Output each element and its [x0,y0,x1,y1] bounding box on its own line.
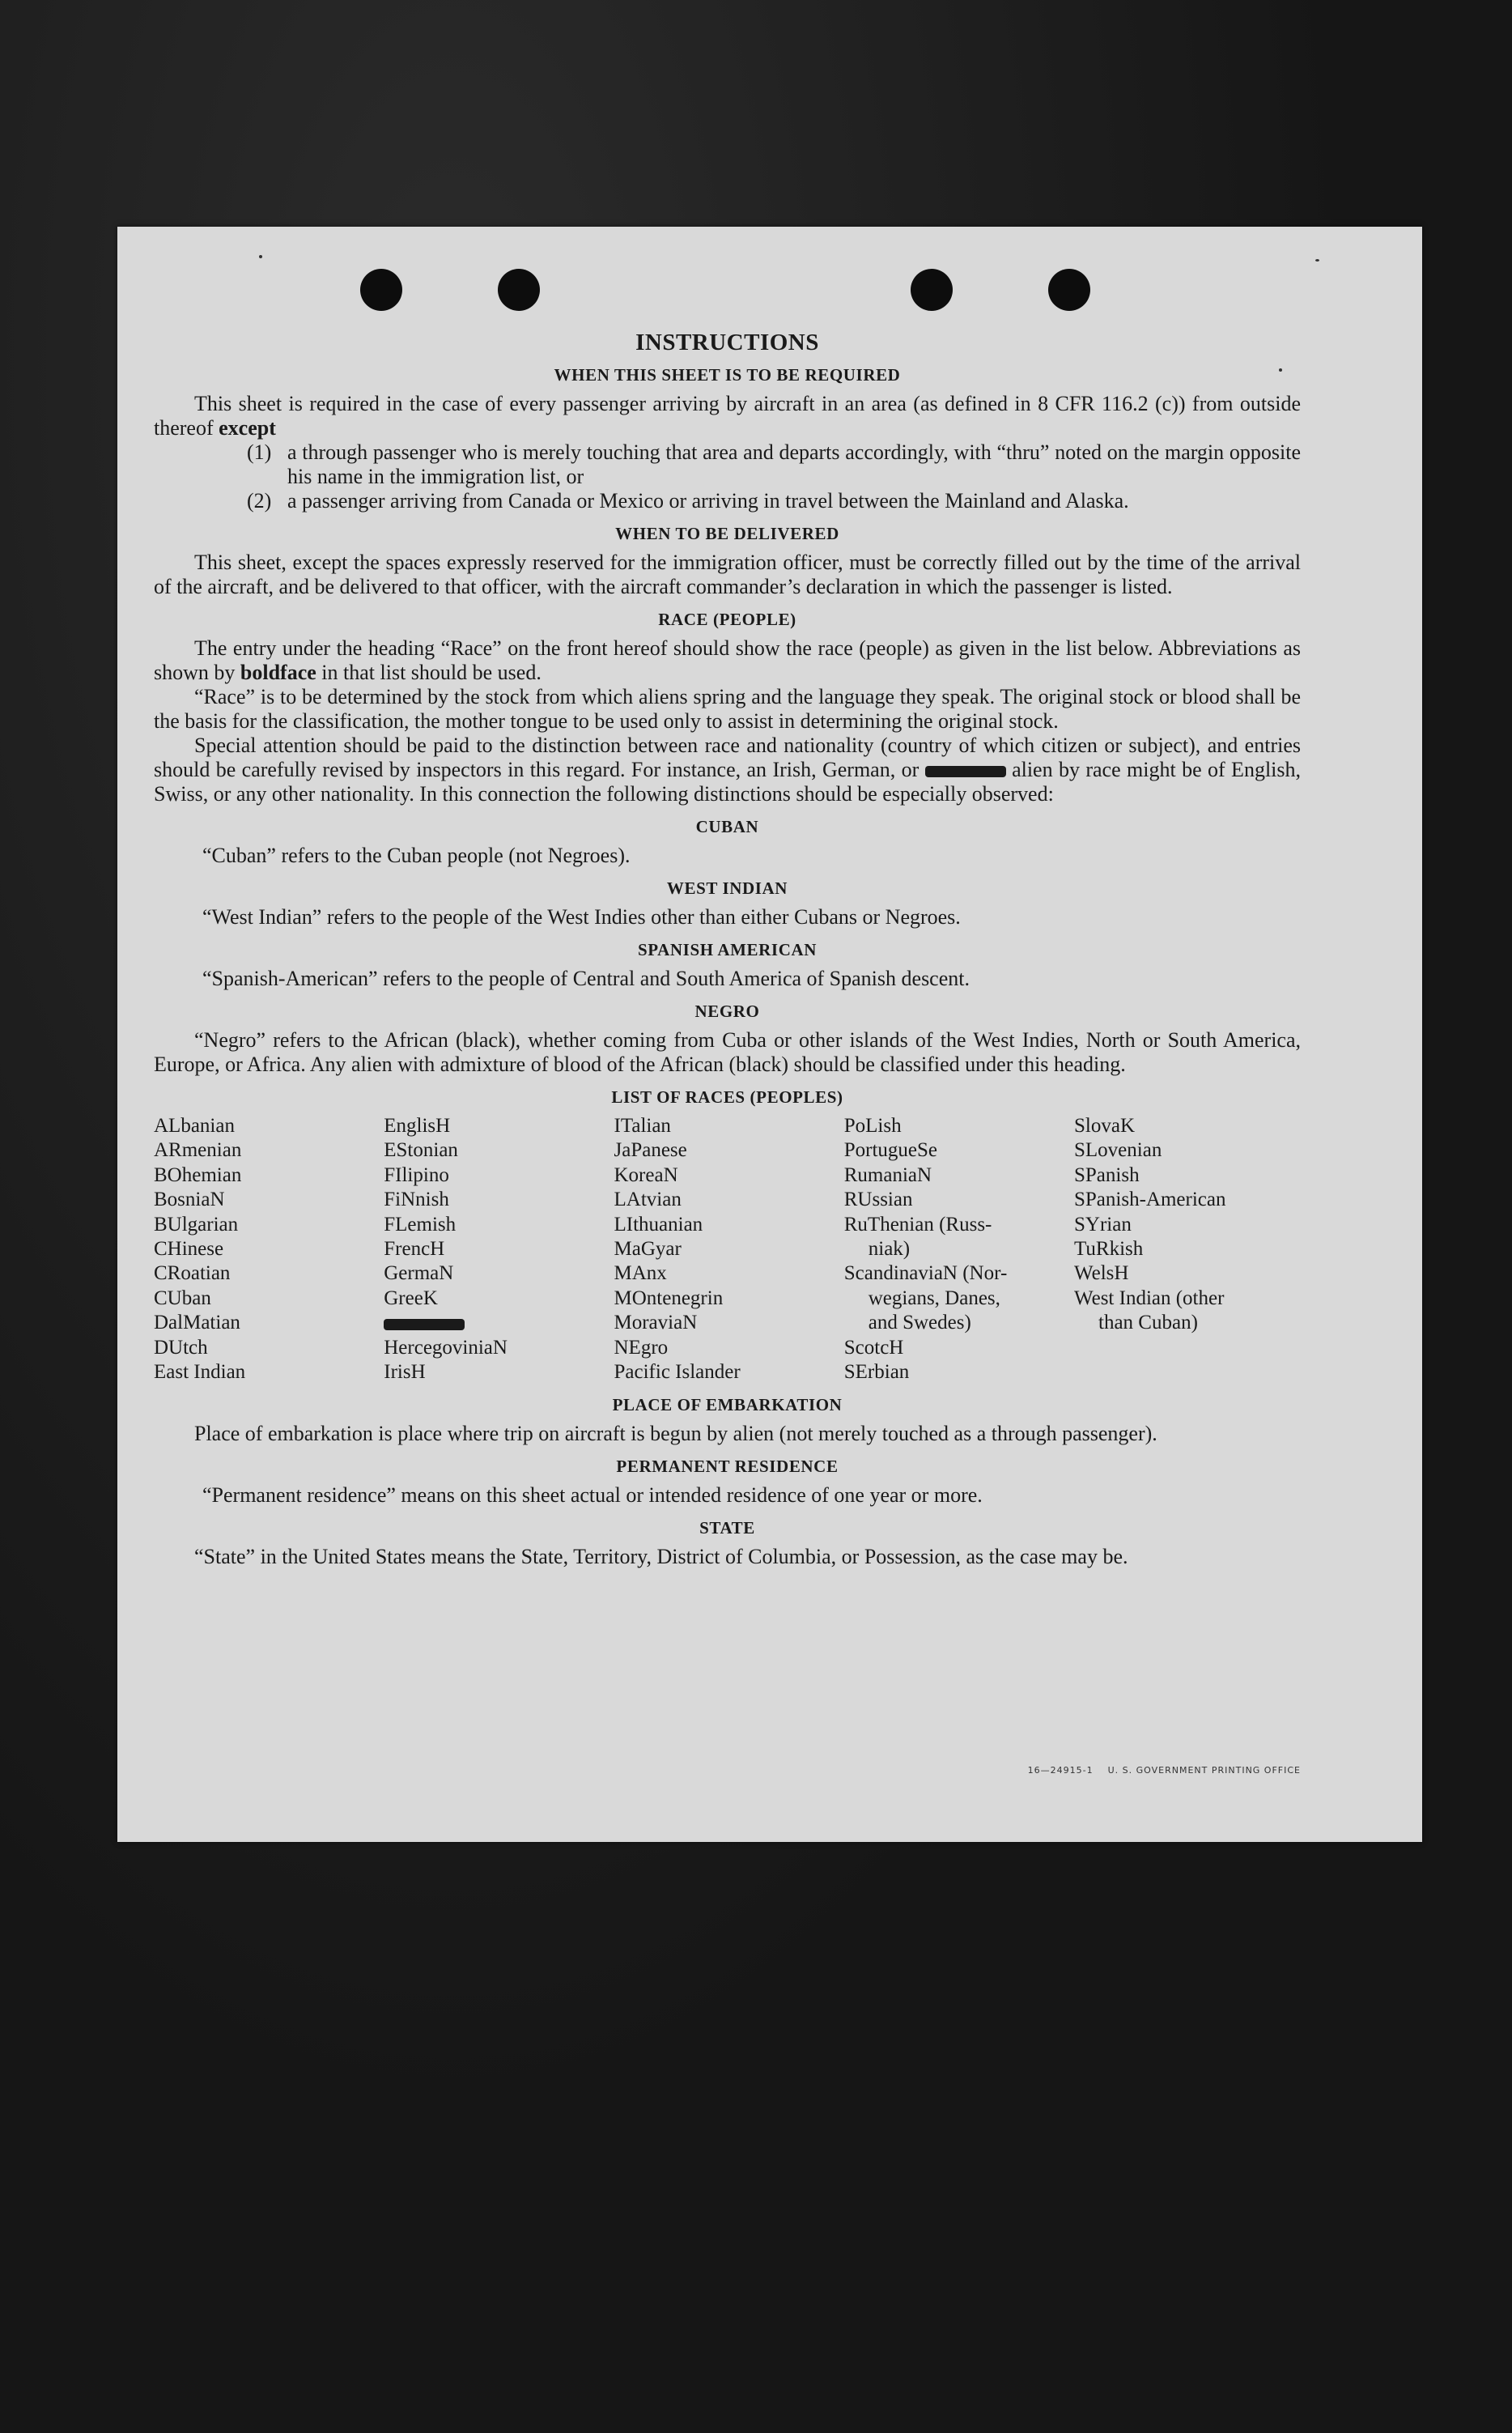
state-paragraph: “State” in the United States means the State, Territory, District of Columbia, or Possession, as the case may be. [194,1545,1128,1569]
race-entry: CHinese [154,1238,224,1261]
race-entry: MoraviaN [614,1312,698,1334]
race-entry: BosniaN [154,1189,225,1211]
race-entry: KoreaN [614,1163,678,1186]
page-title: INSTRUCTIONS [635,330,819,355]
heading-list-of-races: LIST OF RACES (PEOPLES) [611,1087,843,1107]
heading-spanish-american: SPANISH AMERICAN [638,940,817,959]
item-text: a passenger arriving from Canada or Mexico or arriving in travel between the Mainland and Alaska. [287,489,1129,513]
race-entry: IrisH [384,1361,426,1384]
item-number: (2) [247,489,272,513]
race-entry: JaPanese [614,1139,687,1162]
punch-hole-3 [911,269,953,311]
race-entry: GermaN [384,1262,454,1285]
heading-residence: PERMANENT RESIDENCE [616,1457,839,1477]
required-paragraph [154,392,1301,440]
race-paragraph-3 [154,734,1301,806]
race-entry: GreeK [384,1287,438,1309]
heading-delivered: WHEN TO BE DELIVERED [615,524,839,543]
race-entry: Pacific Islander [614,1361,741,1384]
heading-required: WHEN THIS SHEET IS TO BE REQUIRED [554,365,901,385]
race-column-2 [384,1114,610,1385]
race-entry: EnglisH [384,1115,451,1137]
heading-race: RACE (PEOPLE) [658,610,796,629]
race-entry: SErbian [843,1361,910,1384]
punch-hole-2 [498,269,540,311]
race-entry: CUban [154,1287,211,1309]
race-entry: DalMatian [154,1312,240,1334]
form-number: 16—24915-1 [1027,1765,1094,1776]
race-entry-redacted [384,1311,610,1335]
print-code [1028,1765,1301,1776]
race-paragraph-1 [154,636,1301,685]
race-entry: PoLish [843,1115,902,1137]
race-p1-text: The entry under the heading “Race” on the front hereof should show the race (people) as given in the list below. Abbreviations as shown by [154,636,1301,684]
race-column-1 [154,1114,380,1385]
spanish-american-text: “Spanish-American” refers to the people of Central and South America of Spanish descent. [202,967,970,990]
race-entry: SPanish-American [1074,1189,1226,1211]
race-entry: RuThenian (Russ- [843,1213,992,1236]
boldface-word: boldface [240,661,316,684]
race-entry: BUlgarian [154,1213,239,1236]
race-entry: MAnx [614,1262,667,1285]
race-entry: FrencH [384,1238,445,1261]
delivered-paragraph: This sheet, except the spaces expressly reserved for the immigration officer, must be correctly filled out by the time of the arrival of the aircraft, and be delivered to that officer, with the aircraft commander’s declaration in which the passenger is listed. [154,551,1301,598]
race-entry: LIthuanian [614,1213,703,1236]
race-entry: MOntenegrin [614,1287,724,1309]
race-entry: DUtch [154,1336,208,1359]
race-entry: WelsH [1074,1262,1129,1285]
race-entry: SYrian [1074,1213,1132,1236]
race-column-5 [1074,1114,1301,1385]
race-entry: RumaniaN [843,1163,932,1186]
race-entry: BOhemian [154,1163,242,1186]
race-entry-continued: than Cuban) [1098,1312,1198,1334]
punch-hole-1 [360,269,402,311]
dust-speck [1279,368,1282,372]
cuban-text: “Cuban” refers to the Cuban people (not Negroes). [202,844,631,867]
race-column-3 [614,1114,841,1385]
race-p3-text: Special attention should be paid to the distinction between race and nationality (country of which citizen or subject), and entries should be carefully revised by inspectors in this regard. For instance, an Irish, German, or [154,734,1301,781]
race-entry: ALbanian [154,1115,235,1137]
race-entry: West Indian (other [1074,1287,1225,1309]
race-entry: East Indian [154,1361,246,1384]
race-entry: SPanish [1074,1163,1140,1186]
race-entry: NEgro [614,1336,669,1359]
dust-speck [1315,259,1319,262]
punch-hole-4 [1048,269,1090,311]
race-p3-tail: alien by race might be of English, Swiss, or any other nationality. In this connection the following distinctions should be especially observed: [154,758,1302,806]
west-indian-text: “West Indian” refers to the people of the West Indies other than either Cubans or Negroes. [202,905,961,929]
race-column-4 [844,1114,1071,1385]
race-entry: ITalian [614,1115,671,1137]
race-entry: FIlipino [384,1163,449,1186]
required-item-1 [247,440,1301,489]
race-entry: EStonian [384,1139,458,1162]
race-p1-tail: in that list should be used. [321,661,542,684]
dust-speck [259,255,262,258]
race-entry: ARmenian [154,1139,242,1162]
race-entry: SLovenian [1074,1139,1162,1162]
race-entry: FiNnish [384,1189,449,1211]
negro-paragraph: “Negro” refers to the African (black), whether coming from Cuba or other islands of the West Indies, North or South America, Europe, or Africa. Any alien with admixture of blood of the African (black) should be classified under this heading. [154,1028,1301,1076]
printer-name: U. S. GOVERNMENT PRINTING OFFICE [1107,1765,1301,1776]
race-entry: RUssian [843,1189,913,1211]
instructions-body [154,330,1301,1569]
race-entry-continued: wegians, Danes, [868,1287,1000,1309]
race-entry: ScotcH [843,1336,904,1359]
race-entry: LAtvian [614,1189,682,1211]
heading-cuban: CUBAN [695,817,759,836]
race-entry-continued: and Swedes) [868,1312,971,1334]
heading-west-indian: WEST INDIAN [666,878,788,898]
heading-negro: NEGRO [694,1002,760,1021]
race-entry: PortugueSe [843,1139,938,1162]
heading-embarkation: PLACE OF EMBARKATION [612,1395,843,1415]
race-entry-continued: niak) [868,1238,911,1261]
except-word: except [219,416,276,440]
race-entry: SlovaK [1074,1115,1135,1137]
races-table [154,1114,1301,1385]
item-text: a through passenger who is merely touching that area and departs accordingly, with “thru” noted on the margin opposite his name in the immigration list, or [287,440,1301,488]
redaction-mark [925,766,1006,777]
race-paragraph-2: “Race” is to be determined by the stock from which aliens spring and the language they speak. The original stock or blood shall be the basis for the classification, the mother tongue to be used only to assist in determining the original stock. [154,685,1301,733]
document-page [117,227,1422,1842]
redaction-mark [384,1319,465,1330]
required-item-2 [247,489,1301,513]
race-entry: TuRkish [1074,1238,1144,1261]
required-text: This sheet is required in the case of every passenger arriving by aircraft in an area (as defined in 8 CFR 116.2 (c)) from outside thereof [154,392,1301,440]
race-entry: FLemish [384,1213,457,1236]
residence-text: “Permanent residence” means on this sheet actual or intended residence of one year or more. [202,1483,983,1508]
embarkation-paragraph: Place of embarkation is place where trip on aircraft is begun by alien (not merely touched as a through passenger). [194,1422,1157,1446]
race-entry: MaGyar [614,1238,682,1261]
item-number: (1) [247,440,272,464]
race-entry: ScandinaviaN (Nor- [843,1262,1008,1285]
heading-state: STATE [699,1518,755,1538]
race-entry: CRoatian [154,1262,231,1285]
race-entry: HercegoviniaN [384,1336,508,1359]
